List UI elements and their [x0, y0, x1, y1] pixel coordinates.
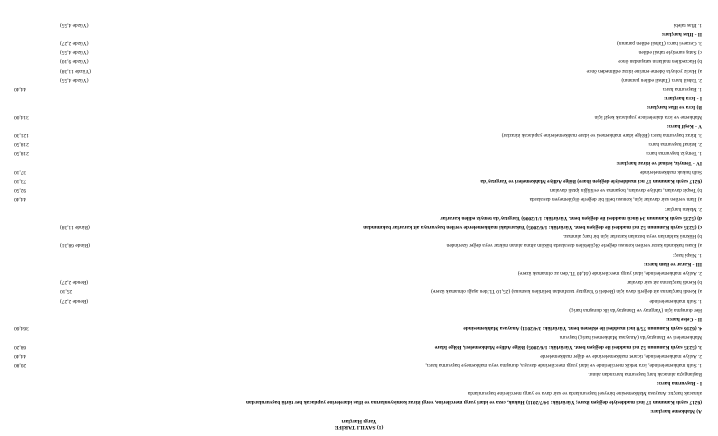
- tariff-amount: 314,00: [14, 113, 29, 120]
- tariff-line: I - Başvurma harcı:: [656, 380, 702, 387]
- tariff-line: a) Esası hakkında karar verilen konusu değerle ölçülebilen davalarda hüküm altına alınan miktar veya değer üzerinden: [446, 242, 702, 249]
- tariff-line: 2. Asliye mahkemelerinde, idari yargı mercilerinde (44,40 TL'den az olmamak üzere): [517, 270, 702, 276]
- tariff-line: III - Karar ve ilam harcı:: [643, 260, 702, 267]
- tariff-rate: (Yüzde 11,38): [60, 67, 91, 74]
- document-title: (1) SAYILI TARİFE: [334, 424, 384, 430]
- document-subtitle: Yargı Harçları: [341, 418, 377, 424]
- tariff-amount: 92,50: [14, 187, 27, 194]
- tariff-line: 4. (6216 sayılı Kanunun 75/8 inci maddesi ile eklenen bent. Yürürlük: 3/4/2011) Anayasa Mahkemesinde: [463, 325, 702, 332]
- tariff-rate: (Binde 68,31): [60, 242, 90, 249]
- tariff-line: 1. İflas talebi: [673, 21, 702, 28]
- tariff-line: (6217 sayılı Kanunun 17 inci maddesiyle değişen ibare; Yürürlük: 14/7/2011) Hukuk, ceza ve idari yargı mercilerine, vergi itiraz komisyonlarına ve iflas idarelerine yapılacak her türlü başvurulardan: [246, 398, 702, 405]
- tariff-line: 2. İstinaf başvurma harcı: [648, 141, 702, 148]
- tariff-line: a) Kendi harçlarına ait değerli dava için (Bedeli 6 Yargıtay tarafından belirtilen kısmına) (25,10 TL'den aşağı olmamak üzere): [431, 288, 702, 295]
- tariff-line: Her duruşma için (Yargıtay ve Danıştay'da ilk duruşma hariç): [569, 306, 702, 313]
- tariff-line: 1. Nispi harç:: [672, 251, 702, 258]
- tariff-rate: 25,10: [60, 288, 73, 295]
- tariff-line: (6217 sayılı Kanunun 17 nci maddesiyle değişen ibare) Bölge Adliye Mahkemeleri ve Yargıtay'da: [480, 178, 702, 184]
- tariff-line: 2. Tahsil harcı (Tahsil edilen paranın): [621, 76, 702, 83]
- tariff-line: Başlangıçta alınacak harç başvurma harcından alınır.: [588, 371, 702, 378]
- tariff-rate: (Yüzde 4,55): [60, 21, 89, 28]
- tariff-line: II - Celse harcı:: [666, 316, 702, 322]
- tariff-amount: 44,40: [14, 196, 27, 203]
- tariff-line: IV - Temyiz, istinaf ve itiraz harçları:: [616, 159, 702, 166]
- tariff-line: II - İflas harçları:: [661, 30, 702, 37]
- tariff-line: b) Kendi harçlarına ait sair davalar: [627, 279, 702, 286]
- tariff-line: 2. Asliye mahkemelerinde, ticaret mahkemelerinde ve diğer mahkemelerde: [540, 352, 702, 359]
- tariff-rate: (Yüzde 9,10): [60, 58, 89, 65]
- tariff-line: 1. Sulh mahkemelerinde: [649, 297, 702, 304]
- tariff-amount: 218,50: [14, 141, 29, 148]
- tariff-line: Sulh hukuk mahkemelerinde: [640, 168, 702, 175]
- tariff-rate: (Binde 11,38): [60, 224, 90, 230]
- tariff-rate: (Yüzde 4,55): [60, 76, 89, 83]
- tariff-line: A) Mahkeme harçları:: [650, 408, 702, 414]
- tariff-line: Mahkemeleri ve Danıştay'da (Anayasa Mahkemesi hariç) başvuru: [559, 334, 702, 341]
- tariff-rate: (Yüzde 4,55): [60, 49, 89, 56]
- tariff-line: d) (5235 sayılı Kanunun 34 üncü maddesi ile değişen bent. Yürürlük: 1/1/2006) Yargıtay'da temyiz edilen kararlar: [440, 214, 702, 221]
- tariff-line: 3. (5235 sayılı Kanunun 52 nci maddesi ile değişen bent. Yürürlük: 1/6/2005) Bölge Adliye Mahkemeleri, Bölge İdare: [434, 343, 702, 350]
- tariff-line: a) İlam verilen sair davalar için, konusu belli bir değerle ölçülemeyen davalarda: [529, 196, 702, 203]
- tariff-rate: (Bende 2,27): [60, 297, 89, 304]
- tariff-line: 2. Maktu harçlar:: [664, 205, 702, 212]
- tariff-line: a) Haciz yoluyla ödeme emrine itiraz edilmeden önce: [586, 67, 702, 74]
- tariff-line: c) (5235 sayılı Kanunun 52 nci maddesi ile değişen bent. Yürürlük: 1/6/2005) Yukarıdaki mahkemelerde verilen başvuruya ait kararlar bakımından: [363, 224, 702, 230]
- tariff-amount: 20,80: [14, 362, 27, 368]
- tariff-line: 1. Temyiz başvurma harcı: [646, 150, 702, 157]
- tariff-amount: 364,60: [14, 325, 29, 332]
- tariff-line: b) Hükmü kaldırılan veya bozulan kararlar için bir harç alınmaz.: [562, 233, 702, 240]
- tariff-amount: 44,40: [14, 86, 27, 92]
- tariff-line: 3. Cezaevi harcı (Tahsil edilen paranın): [617, 40, 702, 46]
- tariff-line: b) Tespit davaları, tahliye davaları, boşanma ve evliliğin iptali davaları: [549, 187, 702, 194]
- tariff-line: b) Haczedilen malların satışından önce: [618, 58, 702, 65]
- tariff-amount: 68,20: [14, 343, 27, 350]
- tariff-line: 3. İtiraz başvurma harcı (Bölge idare mahkemesi ve idare mahkemelerine yapılacak itirazlar): [501, 132, 702, 138]
- tariff-line: alınacak harçtır. Anayasa Mahkemesine bireysel başvurularda ve sair dava ve yargı mercilerine başvurularda: [467, 389, 702, 396]
- tariff-line: 1. Başvurma harcı: [662, 86, 702, 92]
- tariff-line: I - İcra harçları:: [664, 95, 702, 102]
- tariff-amount: 37,10: [14, 168, 27, 175]
- tariff-amount: 44,40: [14, 352, 27, 359]
- tariff-amount: 73,10: [14, 178, 27, 184]
- tariff-rate: (Yüzde 2,27): [60, 40, 89, 46]
- tariff-line: 1. Sulh mahkemelerinde, icra tetkik mercilerinde ve idari yargı mercilerinde davaya, duruşma veya mahkemeye başvurma harcı,: [425, 362, 702, 368]
- tariff-line: V - Keşif harcı:: [666, 122, 702, 129]
- tariff-line: Mahkeme ve icra dairelerince yapılacak keşif için: [594, 113, 702, 120]
- tariff-line: B) İcra ve iflas harçları:: [646, 104, 702, 111]
- tariff-line: c) Satış suretiyle tahsil edilen: [638, 49, 702, 56]
- tariff-amount: 218,50: [14, 150, 29, 157]
- tariff-rate: (Bende 2,27): [60, 279, 89, 286]
- tariff-amount: 121,30: [14, 132, 29, 138]
